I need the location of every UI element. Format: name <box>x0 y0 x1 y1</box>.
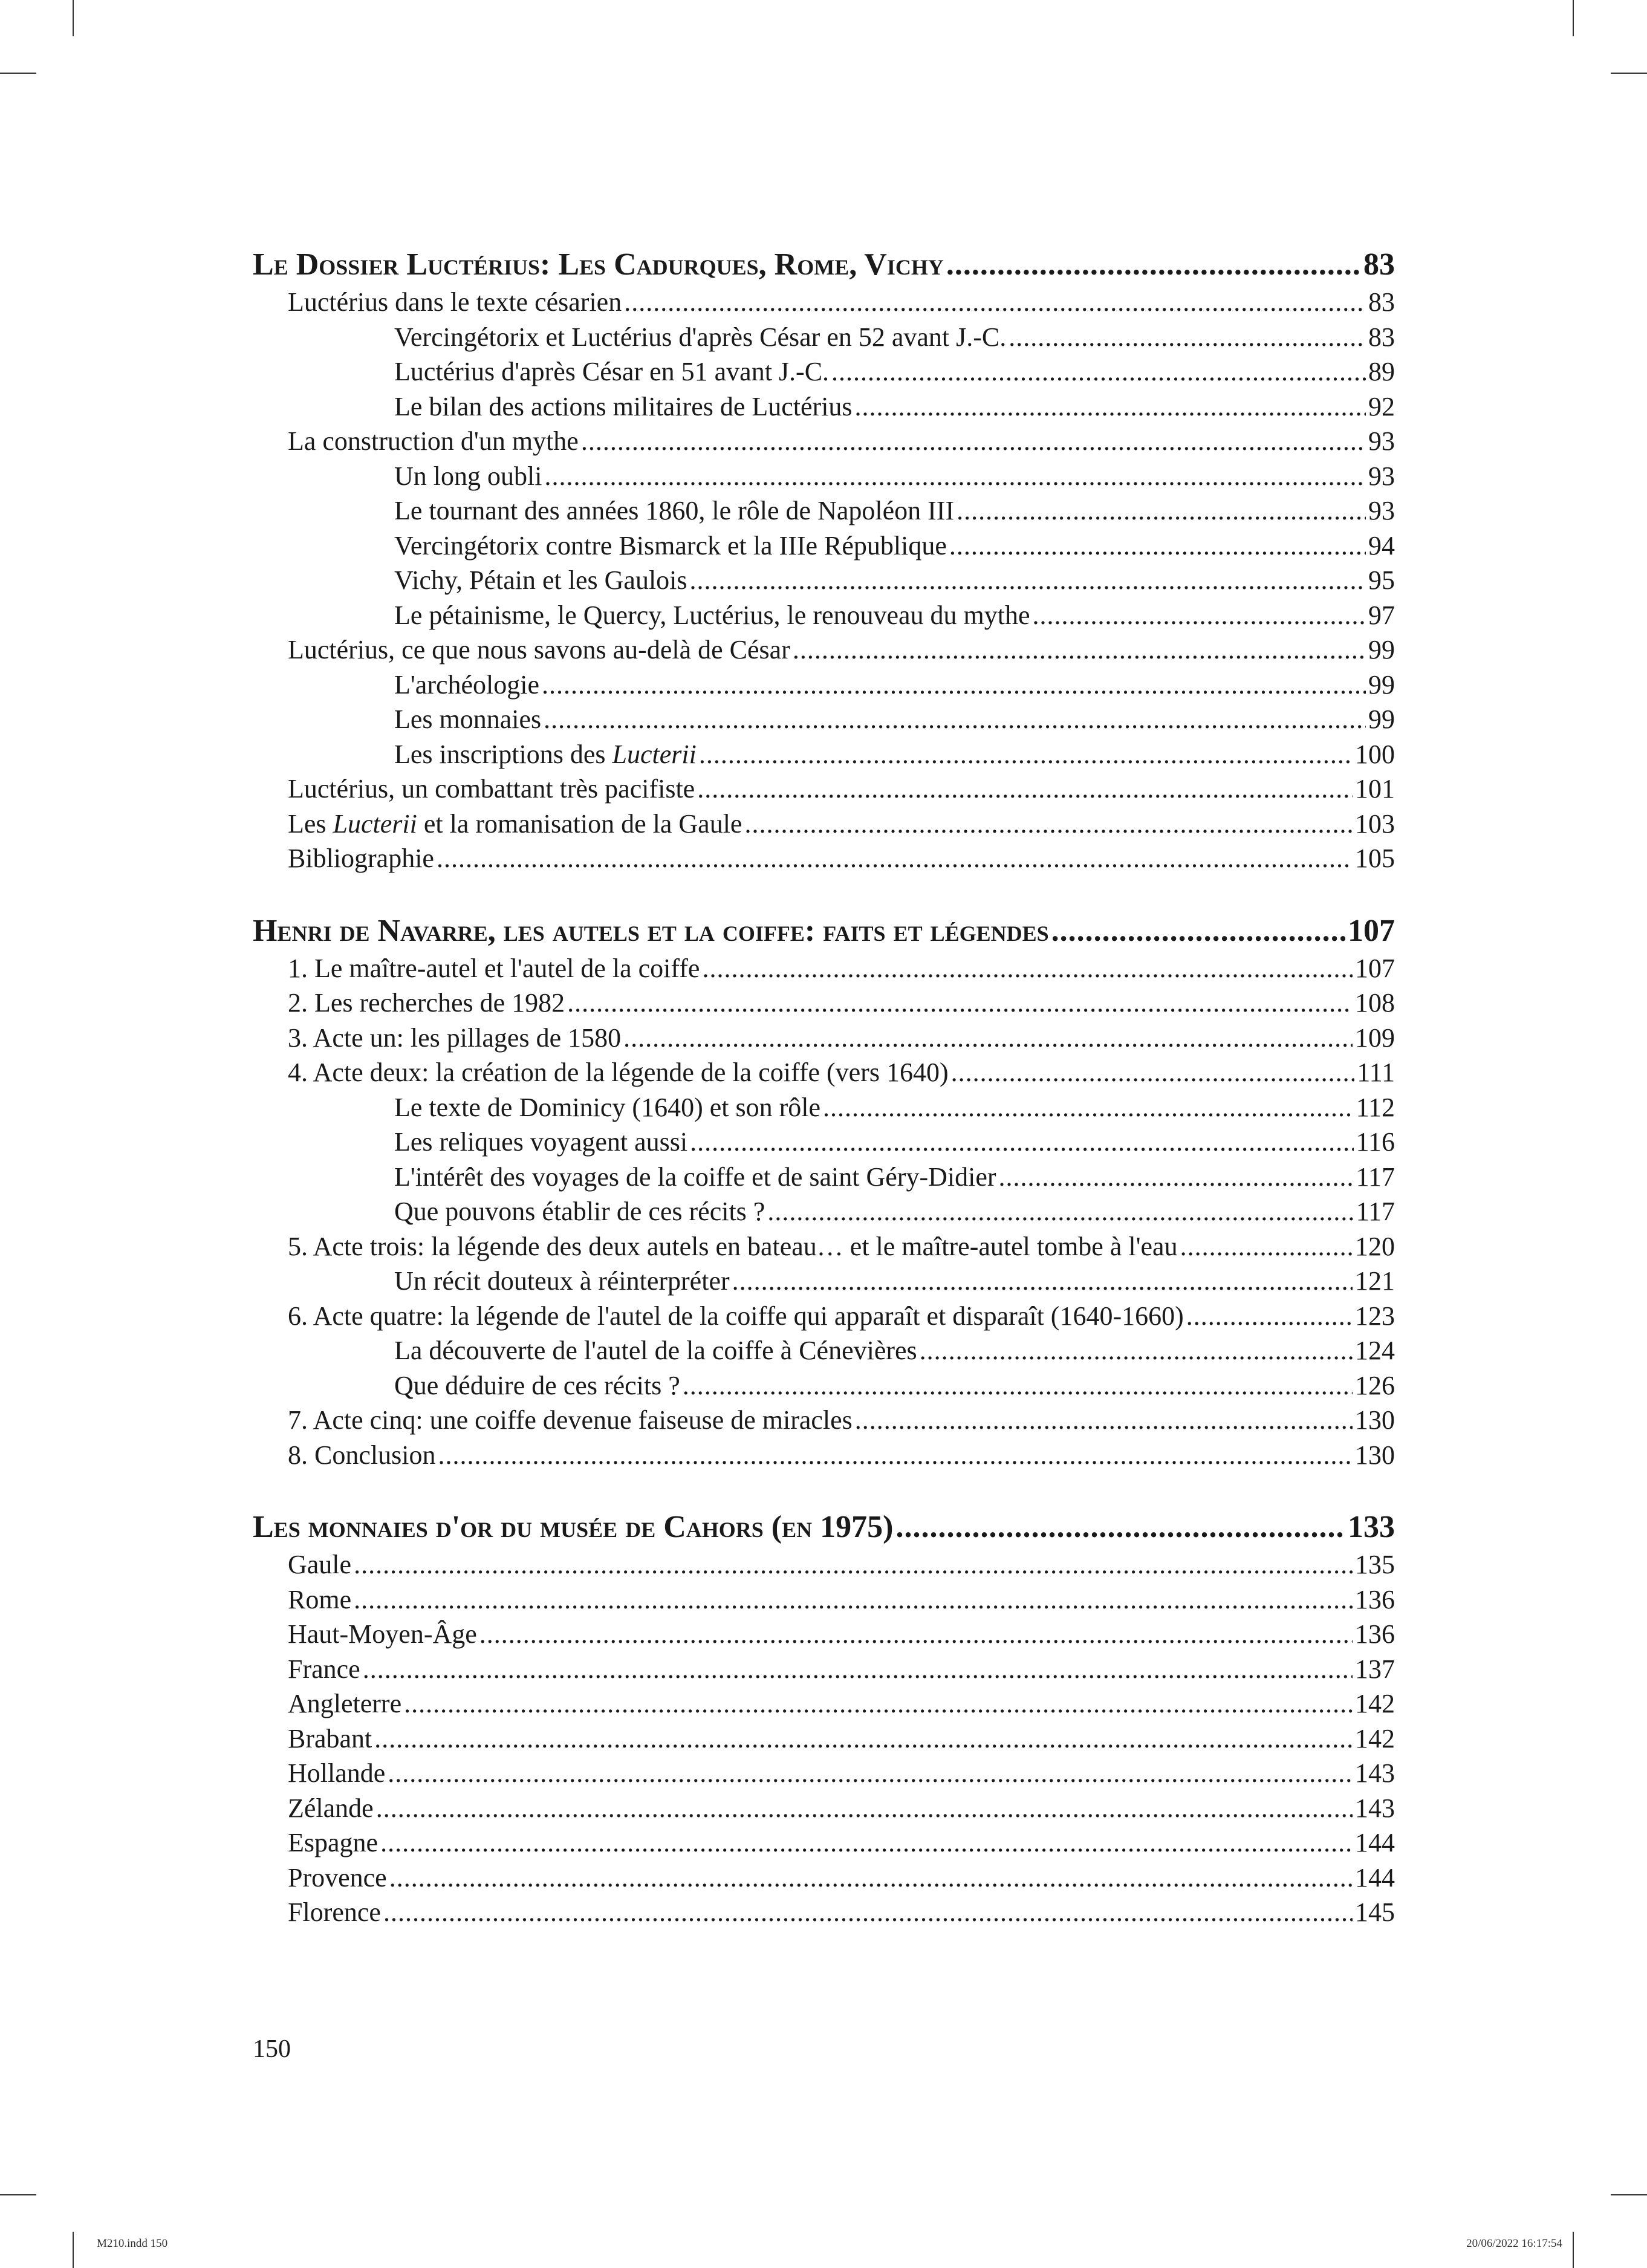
crop-mark <box>1573 2232 1574 2268</box>
toc-entry <box>253 1055 1395 1090</box>
toc-entry-label-text: Les <box>288 808 333 839</box>
toc-entry-label: Que pouvons établir de ces récits ? <box>394 1197 765 1226</box>
toc-entry <box>253 668 1395 703</box>
toc-entry-label-italic: Lucterii <box>612 739 697 769</box>
toc-entry-label: Vichy, Pétain et les Gaulois <box>394 565 687 595</box>
toc-entry-label: 2. Les recherches de 1982 <box>288 988 565 1018</box>
toc-entry <box>253 528 1395 564</box>
toc-entry-label: 8. Conclusion <box>288 1440 436 1470</box>
toc-entry-page: 144 <box>1355 1828 1395 1857</box>
dot-leader <box>363 1652 1353 1687</box>
dot-leader <box>831 354 1366 389</box>
dot-leader <box>690 563 1366 598</box>
dot-leader <box>567 986 1353 1021</box>
toc-entry <box>253 1686 1395 1721</box>
toc-entry-label: Haut-Moyen-Âge <box>288 1619 477 1649</box>
toc-entry-label: Luctérius, ce que nous savons au-delà de César <box>288 635 790 664</box>
toc-entry-page: 145 <box>1355 1897 1395 1927</box>
toc-entry <box>253 632 1395 668</box>
toc-entry-page: 101 <box>1355 774 1395 804</box>
toc-entry <box>253 1090 1395 1125</box>
toc-entry <box>253 1721 1395 1756</box>
toc-entry <box>253 389 1395 424</box>
toc-entry <box>253 737 1395 772</box>
toc-entry-label: France <box>288 1654 360 1684</box>
toc-entry-label: Luctérius, un combattant très pacifiste <box>288 774 695 804</box>
toc-entry <box>253 1895 1395 1930</box>
toc-entry <box>253 702 1395 737</box>
toc-entry-label: La construction d'un mythe <box>288 426 579 456</box>
toc-entry-page: 136 <box>1355 1619 1395 1649</box>
toc-entry-label-text: Les inscriptions des <box>394 739 612 769</box>
toc-entry-page: 135 <box>1355 1550 1395 1579</box>
toc-entry-page: 142 <box>1355 1723 1395 1753</box>
dot-leader <box>744 807 1353 842</box>
dot-leader <box>855 389 1366 424</box>
dot-leader <box>702 951 1353 986</box>
toc-entry <box>253 1264 1395 1299</box>
toc-entry <box>253 1368 1395 1403</box>
toc-entry <box>253 1021 1395 1056</box>
toc-entry-label: Que déduire de ces récits ? <box>394 1370 680 1400</box>
toc-entry <box>253 772 1395 807</box>
toc-entry-label: 3. Acte un: les pillages de 1580 <box>288 1022 622 1053</box>
toc-entry-page: 83 <box>1368 322 1395 352</box>
dot-leader <box>1051 911 1345 951</box>
toc-entry-page: 144 <box>1355 1862 1395 1893</box>
toc-entry-label: Angleterre <box>288 1689 402 1718</box>
dot-leader <box>767 1194 1353 1229</box>
dot-leader <box>404 1686 1353 1721</box>
dot-leader <box>690 1125 1354 1160</box>
dot-leader <box>437 841 1353 876</box>
toc-entry <box>253 493 1395 528</box>
toc-entry <box>253 424 1395 459</box>
toc-entry-label: Vercingétorix contre Bismarck et la IIIe République <box>394 530 947 561</box>
toc-entry-label: Espagne <box>288 1828 378 1857</box>
toc-entry-label: Un récit douteux à réinterpréter <box>394 1266 730 1296</box>
toc-entry-page: 137 <box>1355 1654 1395 1684</box>
section-gap <box>253 1472 1395 1507</box>
toc-entry-page: 105 <box>1355 843 1395 873</box>
dot-leader <box>374 1721 1353 1756</box>
toc-entry-label: Hollande <box>288 1758 386 1788</box>
crop-mark <box>1611 73 1647 74</box>
toc-entry <box>253 1299 1395 1334</box>
dot-leader <box>683 1368 1353 1403</box>
page-number: 150 <box>253 2035 291 2063</box>
table-of-contents <box>253 245 1395 1930</box>
section-title: Les monnaies d'or du musée de Cahors (en 1975) <box>253 1510 894 1544</box>
toc-entry-page: 95 <box>1368 565 1395 595</box>
toc-entry-page: 123 <box>1355 1301 1395 1331</box>
toc-entry <box>253 1825 1395 1860</box>
crop-mark <box>73 2232 74 2268</box>
toc-entry <box>253 951 1395 986</box>
dot-leader <box>957 493 1366 528</box>
dot-leader <box>946 245 1361 285</box>
dot-leader <box>951 1055 1355 1090</box>
toc-entry-label: Le texte de Dominicy (1640) et son rôle <box>394 1092 821 1122</box>
dot-leader <box>542 668 1366 703</box>
toc-entry-page: 99 <box>1368 704 1395 734</box>
toc-entry-page: 93 <box>1368 461 1395 491</box>
toc-entry <box>253 1547 1395 1582</box>
toc-entry-label: Rome <box>288 1584 352 1614</box>
toc-entry <box>253 986 1395 1021</box>
toc-entry-label: Le pétainisme, le Quercy, Luctérius, le renouveau du mythe <box>394 600 1030 630</box>
toc-entry-label: Provence <box>288 1862 387 1893</box>
toc-entry-label: Les reliques voyagent aussi <box>394 1127 688 1157</box>
toc-entry-page: 124 <box>1355 1336 1395 1365</box>
toc-entry-page: 111 <box>1357 1058 1395 1087</box>
section-title: Henri de Navarre, les autels et la coiffe: faits et légendes <box>253 913 1049 948</box>
toc-entry-label: Luctérius dans le texte césarien <box>288 287 622 317</box>
toc-entry-label: Un long oubli <box>394 461 542 491</box>
dot-leader <box>354 1582 1353 1617</box>
toc-entry-page: 93 <box>1368 426 1395 456</box>
toc-entry <box>253 354 1395 389</box>
toc-entry <box>253 1125 1395 1160</box>
toc-entry-label: 4. Acte deux: la création de la légende de la coiffe (vers 1640) <box>288 1058 949 1087</box>
dot-leader <box>581 424 1366 459</box>
dot-leader <box>438 1438 1353 1473</box>
toc-entry-page: 116 <box>1356 1127 1395 1157</box>
toc-entry <box>253 841 1395 876</box>
dot-leader <box>544 702 1366 737</box>
crop-mark <box>0 2194 36 2195</box>
dot-leader <box>380 1825 1353 1860</box>
toc-entry <box>253 563 1395 598</box>
toc-entry <box>253 459 1395 494</box>
toc-entry-label: La découverte de l'autel de la coiffe à Cénevières <box>394 1336 917 1365</box>
toc-entry-label: Gaule <box>288 1550 352 1579</box>
toc-entry-page: 130 <box>1355 1440 1395 1470</box>
toc-entry-page: 117 <box>1356 1162 1395 1192</box>
crop-mark <box>1573 0 1574 36</box>
toc-entry-label-italic: Lucterii <box>333 808 417 839</box>
toc-entry-page: 136 <box>1355 1584 1395 1614</box>
dot-leader <box>699 737 1353 772</box>
toc-entry-label-text: et la romanisation de la Gaule <box>417 808 742 839</box>
dot-leader <box>855 1403 1353 1438</box>
toc-entry-page: 100 <box>1355 739 1395 769</box>
toc-entry-page: 109 <box>1355 1022 1395 1053</box>
toc-entry-label: L'intérêt des voyages de la coiffe et de saint Géry-Didier <box>394 1162 996 1192</box>
section-heading <box>253 911 1395 951</box>
section-heading <box>253 245 1395 285</box>
toc-entry-page: 130 <box>1355 1405 1395 1435</box>
dot-leader <box>1186 1299 1353 1334</box>
toc-entry-label: 6. Acte quatre: la légende de l'autel de la coiffe qui apparaît et disparaît (1640-1660) <box>288 1301 1184 1331</box>
dot-leader <box>1180 1229 1353 1264</box>
section-title: Le Dossier Luctérius: Les Cadurques, Rome, Vichy <box>253 247 944 282</box>
toc-entry-page: 97 <box>1368 600 1395 630</box>
toc-entry-label: Luctérius d'après César en 51 avant J.-C. <box>394 357 830 386</box>
toc-entry-label: Zélande <box>288 1793 374 1823</box>
toc-entry-label: Brabant <box>288 1723 372 1753</box>
dot-leader <box>479 1617 1353 1652</box>
toc-entry-label: Le bilan des actions militaires de Luctérius <box>394 391 853 421</box>
toc-entry-page: 142 <box>1355 1689 1395 1718</box>
toc-entry-page: 108 <box>1355 988 1395 1018</box>
toc-entry-page: 112 <box>1356 1092 1395 1122</box>
section-heading <box>253 1507 1395 1547</box>
toc-entry-label: 7. Acte cinq: une coiffe devenue faiseuse de miracles <box>288 1405 853 1435</box>
toc-entry <box>253 1194 1395 1229</box>
toc-entry-label: 1. Le maître-autel et l'autel de la coiffe <box>288 953 700 983</box>
toc-entry-label: Florence <box>288 1897 381 1927</box>
print-slug-file: M210.indd 150 <box>97 2237 168 2250</box>
dot-leader <box>1033 598 1366 633</box>
toc-entry <box>253 807 1395 842</box>
crop-mark <box>1611 2194 1647 2195</box>
toc-entry-page: 99 <box>1368 635 1395 664</box>
toc-entry-label: L'archéologie <box>394 669 540 700</box>
toc-entry <box>253 1438 1395 1473</box>
toc-entry-page: 117 <box>1356 1197 1395 1226</box>
toc-entry-label: Vercingétorix et Luctérius d'après César en 52 avant J.-C. <box>394 322 1007 352</box>
dot-leader <box>793 632 1366 668</box>
toc-entry-label: Les monnaies <box>394 704 542 734</box>
dot-leader <box>920 1333 1353 1368</box>
dot-leader <box>389 1860 1353 1896</box>
dot-leader <box>1009 320 1366 355</box>
toc-entry-page: 99 <box>1368 669 1395 700</box>
crop-mark <box>73 0 74 36</box>
toc-entry <box>253 320 1395 355</box>
toc-entry <box>253 1160 1395 1195</box>
dot-leader <box>388 1756 1353 1791</box>
toc-entry-label <box>394 737 697 772</box>
toc-entry <box>253 598 1395 633</box>
section-page: 83 <box>1363 247 1395 282</box>
toc-entry-page: 143 <box>1355 1758 1395 1788</box>
toc-entry <box>253 1617 1395 1652</box>
toc-entry-page: 93 <box>1368 496 1395 525</box>
toc-entry <box>253 1652 1395 1687</box>
toc-entry <box>253 285 1395 320</box>
toc-entry <box>253 1860 1395 1896</box>
dot-leader <box>383 1895 1353 1930</box>
dot-leader <box>376 1791 1353 1826</box>
dot-leader <box>354 1547 1353 1582</box>
toc-entry-label: 5. Acte trois: la légende des deux autels en bateau… et le maître-autel tombe à l'eau <box>288 1231 1178 1261</box>
dot-leader <box>544 459 1366 494</box>
toc-entry-page: 143 <box>1355 1793 1395 1823</box>
toc-entry-label <box>288 807 742 842</box>
dot-leader <box>895 1507 1345 1547</box>
toc-entry-page: 121 <box>1355 1266 1395 1296</box>
toc-entry <box>253 1582 1395 1617</box>
toc-entry <box>253 1229 1395 1264</box>
toc-entry-page: 89 <box>1368 357 1395 386</box>
toc-entry-page: 92 <box>1368 391 1395 421</box>
dot-leader <box>823 1090 1354 1125</box>
section-page: 133 <box>1348 1510 1395 1544</box>
section-page: 107 <box>1348 913 1395 948</box>
toc-entry <box>253 1403 1395 1438</box>
toc-entry-page: 83 <box>1368 287 1395 317</box>
dot-leader <box>949 528 1366 564</box>
dot-leader <box>697 772 1353 807</box>
toc-entry <box>253 1791 1395 1826</box>
print-slug-timestamp: 20/06/2022 16:17:54 <box>1466 2237 1562 2250</box>
toc-entry-label: Bibliographie <box>288 843 434 873</box>
dot-leader <box>732 1264 1353 1299</box>
toc-entry-page: 94 <box>1368 530 1395 561</box>
toc-entry-label: Le tournant des années 1860, le rôle de Napoléon III <box>394 496 955 525</box>
toc-entry <box>253 1756 1395 1791</box>
toc-entry <box>253 1333 1395 1368</box>
dot-leader <box>623 1021 1353 1056</box>
dot-leader <box>624 285 1366 320</box>
toc-entry-page: 126 <box>1355 1370 1395 1400</box>
section-gap <box>253 876 1395 911</box>
dot-leader <box>999 1160 1354 1195</box>
toc-entry-page: 120 <box>1355 1231 1395 1261</box>
toc-entry-page: 103 <box>1355 808 1395 839</box>
toc-entry-page: 107 <box>1355 953 1395 983</box>
crop-mark <box>0 73 36 74</box>
